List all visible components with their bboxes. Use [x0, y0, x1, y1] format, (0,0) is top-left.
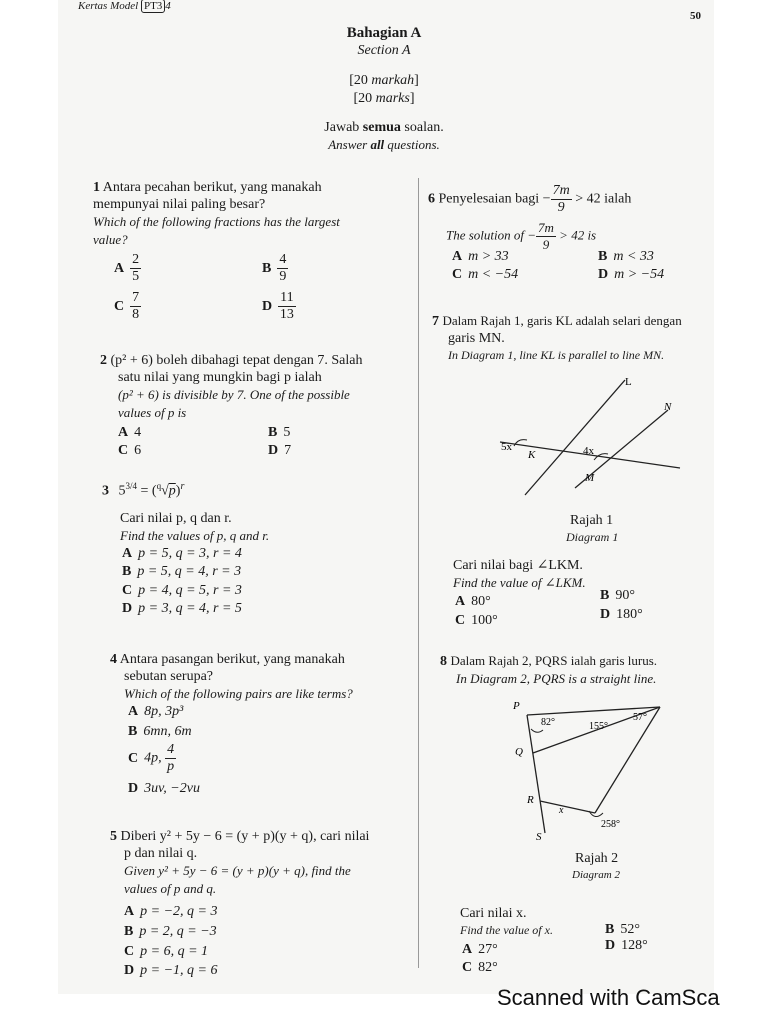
label-l: L	[625, 376, 632, 388]
q2-text-my-2: satu nilai yang mungkin bagi p ialah	[118, 370, 322, 385]
q3-option-d[interactable]: D p = 3, q = 4, r = 5	[122, 601, 242, 616]
q3-text-my: Cari nilai p, q dan r.	[120, 511, 232, 526]
q7-ask-my: Cari nilai bagi ∠LKM.	[453, 558, 583, 573]
question-3	[102, 478, 402, 500]
instruction-en: Answer all questions.	[328, 137, 440, 152]
q8-number: 8	[440, 654, 447, 669]
q4-option-a[interactable]: A 8p, 3p³	[128, 704, 184, 719]
diagram-2	[505, 695, 690, 845]
q5-option-d[interactable]: D p = −1, q = 6	[124, 963, 218, 978]
q2-option-d[interactable]: D 7	[268, 443, 292, 458]
q6-number: 6	[428, 191, 435, 207]
q4-number: 4	[110, 652, 117, 667]
q8-ask-en: Find the value of x.	[460, 923, 553, 937]
label-k: K	[528, 449, 536, 461]
q8-option-b[interactable]: B 52°	[605, 922, 640, 937]
q1-option-d[interactable]: D $\frac{11}{13}$	[262, 290, 294, 322]
line-r-base	[540, 801, 595, 813]
question-4	[110, 651, 408, 703]
diagram-1-caption-en: Diagram 1	[566, 530, 619, 544]
q5-option-a[interactable]: A p = −2, q = 3	[124, 904, 218, 919]
page-header	[78, 0, 171, 12]
question-8	[440, 652, 720, 688]
question-6: 6 Penyelesaian bagi − $\frac{7m}{9}$ > 42 ialah	[428, 183, 632, 215]
q1-option-c[interactable]: C $\frac{7}{8}$	[114, 290, 140, 322]
scanner-watermark: Scanned with CamSca	[497, 985, 720, 1010]
q1-number: 1	[93, 180, 100, 195]
section-title: Bahagian A	[346, 25, 422, 41]
q7-option-d[interactable]: D 180°	[600, 607, 643, 622]
angle-4x: 4x	[583, 445, 594, 457]
q8-ask-my: Cari nilai x.	[460, 906, 527, 921]
q7-option-c[interactable]: C 100°	[455, 613, 498, 628]
q3-option-b[interactable]: B p = 5, q = 4, r = 3	[122, 564, 242, 579]
q6-option-a[interactable]: A m > 33	[452, 249, 509, 264]
q8-option-c[interactable]: C 82°	[462, 960, 498, 975]
q4-option-d[interactable]: D 3uv, −2vu	[128, 781, 200, 796]
question-1	[93, 179, 398, 249]
section-subtitle: Section A	[357, 43, 411, 58]
marks-en: [20 marks]	[353, 91, 415, 106]
q7-text-my-2: garis MN.	[448, 331, 505, 346]
q5-number: 5	[110, 829, 117, 844]
q2-option-c[interactable]: C 6	[118, 443, 142, 458]
label-r: R	[527, 794, 534, 806]
q3-equation: $5^{3/4} = (^q√p)^r$	[118, 481, 185, 499]
q7-text-my-1: Dalam Rajah 1, garis KL adalah selari dengan	[442, 313, 682, 328]
q1-text-my-2: mempunyai nilai paling besar?	[93, 197, 266, 212]
q2-text-en-1: (p² + 6) is divisible by 7. One of the possible	[118, 387, 350, 402]
question-7	[432, 312, 722, 364]
label-s: S	[536, 831, 542, 843]
diagram-2-caption-my: Rajah 2	[575, 851, 619, 866]
q8-option-a[interactable]: A 27°	[462, 942, 498, 957]
q2-text-my-1: (p² + 6) boleh dibahagi tepat dengan 7. Salah	[110, 353, 363, 368]
angle-82: 82°	[541, 717, 555, 728]
q6-option-c[interactable]: C m < −54	[452, 267, 519, 282]
q1-option-a[interactable]: A $\frac{2}{5}$	[114, 252, 140, 284]
header-num: 4	[165, 0, 171, 12]
q2-text-en-2: values of p is	[118, 405, 187, 420]
q2-option-a[interactable]: A 4	[118, 425, 142, 440]
q2-option-b[interactable]: B 5	[268, 425, 291, 440]
q4-option-b[interactable]: B 6mn, 6m	[128, 724, 192, 739]
q5-option-c[interactable]: C p = 6, q = 1	[124, 944, 209, 959]
q6-text-my-a: Penyelesaian bagi −	[438, 191, 551, 207]
q1-text-en-1: Which of the following fractions has the largest	[93, 214, 340, 229]
q1-text-en-2: value?	[93, 232, 128, 247]
q6-text-en: The solution of − $\frac{7m}{9}$ > 42 is	[446, 220, 597, 252]
q1-text-my-1: Antara pecahan berikut, yang manakah	[102, 180, 322, 195]
q6-text-my-b: > 42 ialah	[575, 191, 632, 207]
q4-text-en: Which of the following pairs are like terms?	[124, 686, 353, 701]
q7-option-a[interactable]: A 80°	[455, 594, 491, 609]
q3-text-en: Find the values of p, q and r.	[120, 528, 270, 543]
q3-option-c[interactable]: C p = 4, q = 5, r = 3	[122, 583, 242, 598]
angle-57: 57°	[633, 712, 647, 723]
q7-option-b[interactable]: B 90°	[600, 588, 635, 603]
pt3-badge: PT3	[141, 0, 165, 13]
q3-number: 3	[102, 483, 109, 499]
q2-number: 2	[100, 353, 107, 368]
q5-option-b[interactable]: B p = 2, q = −3	[124, 924, 217, 939]
diagram-2-caption-en: Diagram 2	[572, 869, 620, 881]
angle-5x: 5x	[501, 441, 512, 453]
diagram-1-caption-my: Rajah 1	[570, 513, 614, 528]
q7-number: 7	[432, 314, 439, 329]
q8-text-my: Dalam Rajah 2, PQRS ialah garis lurus.	[450, 653, 658, 668]
header-text: Kertas Model	[78, 0, 139, 12]
q7-text-en: In Diagram 1, line KL is parallel to line MN.	[448, 348, 665, 362]
q5-text-en-2: values of p and q.	[124, 881, 217, 896]
angle-258: 258°	[601, 819, 620, 830]
q6-option-b[interactable]: B m < 33	[598, 249, 654, 264]
column-divider	[418, 178, 419, 968]
label-m: M	[585, 472, 595, 484]
q8-option-d[interactable]: D 128°	[605, 938, 648, 953]
page-number: 50	[690, 10, 701, 22]
q1-option-b[interactable]: B $\frac{4}{9}$	[262, 252, 287, 284]
label-q: Q	[515, 746, 523, 758]
label-n: N	[664, 401, 672, 413]
q7-ask-en: Find the value of ∠LKM.	[453, 575, 586, 590]
line-kl	[525, 380, 625, 495]
marks-my: [20 markah]	[349, 73, 419, 88]
q4-option-c[interactable]: C 4p, $\frac{4}{p}$	[128, 742, 175, 774]
q5-text-en-1: Given y² + 5y − 6 = (y + p)(y + q), find the	[124, 863, 351, 878]
q4-text-my-1: Antara pasangan berikut, yang manakah	[119, 652, 345, 667]
angle-x: x	[559, 805, 564, 816]
q5-text-my-1: Diberi y² + 5y − 6 = (y + p)(y + q), cari nilai	[120, 829, 370, 844]
question-5	[110, 828, 410, 898]
line-pqrs	[527, 715, 545, 833]
label-p: P	[513, 700, 520, 712]
q5-text-my-2: p dan nilai q.	[124, 846, 198, 861]
question-2	[100, 352, 400, 422]
q4-text-my-2: sebutan serupa?	[124, 669, 214, 684]
instruction-my: Jawab semua soalan.	[324, 120, 444, 135]
q3-option-a[interactable]: A p = 5, q = 3, r = 4	[122, 546, 242, 561]
q6-option-d[interactable]: D m > −54	[598, 267, 665, 282]
angle-155: 155°	[589, 721, 608, 732]
q8-text-en: In Diagram 2, PQRS is a straight line.	[456, 671, 657, 686]
diagram-1	[490, 370, 690, 510]
